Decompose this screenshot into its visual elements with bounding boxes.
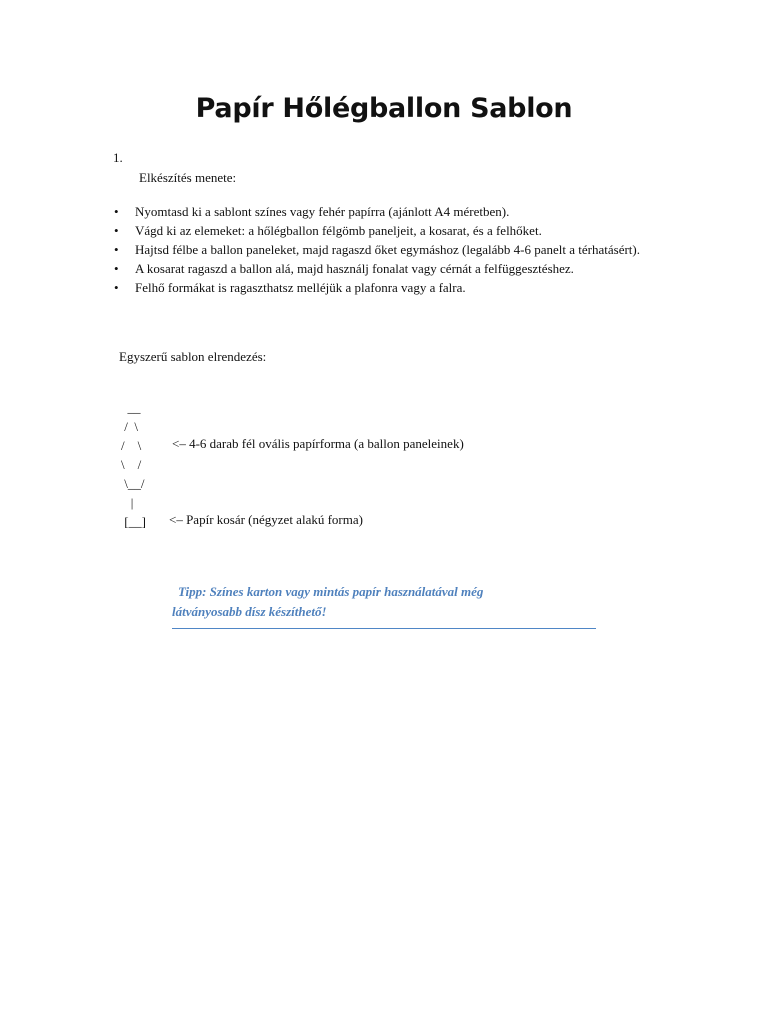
ascii-balloon-line: / \ [121, 419, 138, 434]
tip-callout [172, 582, 596, 629]
ascii-balloon-line: \ / [121, 457, 142, 472]
bullet-icon: • [114, 280, 119, 295]
bullet-icon: • [114, 242, 119, 257]
bullet-icon: • [114, 223, 119, 238]
bullet-icon: • [114, 204, 119, 219]
bullet-icon: • [114, 261, 119, 276]
list-number: 1. [113, 150, 123, 165]
step-text: Vágd ki az elemeket: a hőlégballon félgömb paneljeit, a kosarat, és a felhőket. [135, 223, 542, 238]
step-item [114, 278, 655, 297]
step-item [114, 202, 655, 221]
step-text: Nyomtasd ki a sablont színes vagy fehér papírra (ajánlott A4 méretben). [135, 204, 510, 219]
steps-list [114, 202, 655, 297]
ascii-basket-line: [__] [121, 514, 146, 529]
basket-annotation: <– Papír kosár (négyzet alakú forma) [169, 512, 363, 527]
step-item [114, 240, 655, 259]
step-text: A kosarat ragaszd a ballon alá, majd használj fonalat vagy cérnát a felfüggesztéshez. [135, 261, 574, 276]
step-item [114, 259, 655, 278]
ascii-balloon-line: / \ [121, 438, 142, 453]
steps-heading: Elkészítés menete: [139, 170, 237, 185]
ascii-balloon-line: | [121, 495, 134, 510]
ascii-balloon-line: __ [121, 400, 141, 415]
step-text: Hajtsd félbe a ballon paneleket, majd ragaszd őket egymáshoz (legalább 4-6 panelt a térhatásért). [135, 242, 640, 257]
step-item [114, 221, 655, 240]
page-title: Papír Hőlégballon Sablon [195, 93, 573, 124]
tip-text-line2: látványosabb dísz készíthető! [172, 604, 327, 619]
panels-annotation: <– 4-6 darab fél ovális papírforma (a ballon paneleinek) [172, 436, 464, 451]
ascii-balloon-line: \__/ [121, 476, 145, 491]
layout-heading: Egyszerű sablon elrendezés: [119, 349, 267, 364]
tip-text-line1: Tipp: Színes karton vagy mintás papír használatával még [178, 584, 484, 599]
step-text: Felhő formákat is ragaszthatsz melléjük a plafonra vagy a falra. [135, 280, 466, 295]
